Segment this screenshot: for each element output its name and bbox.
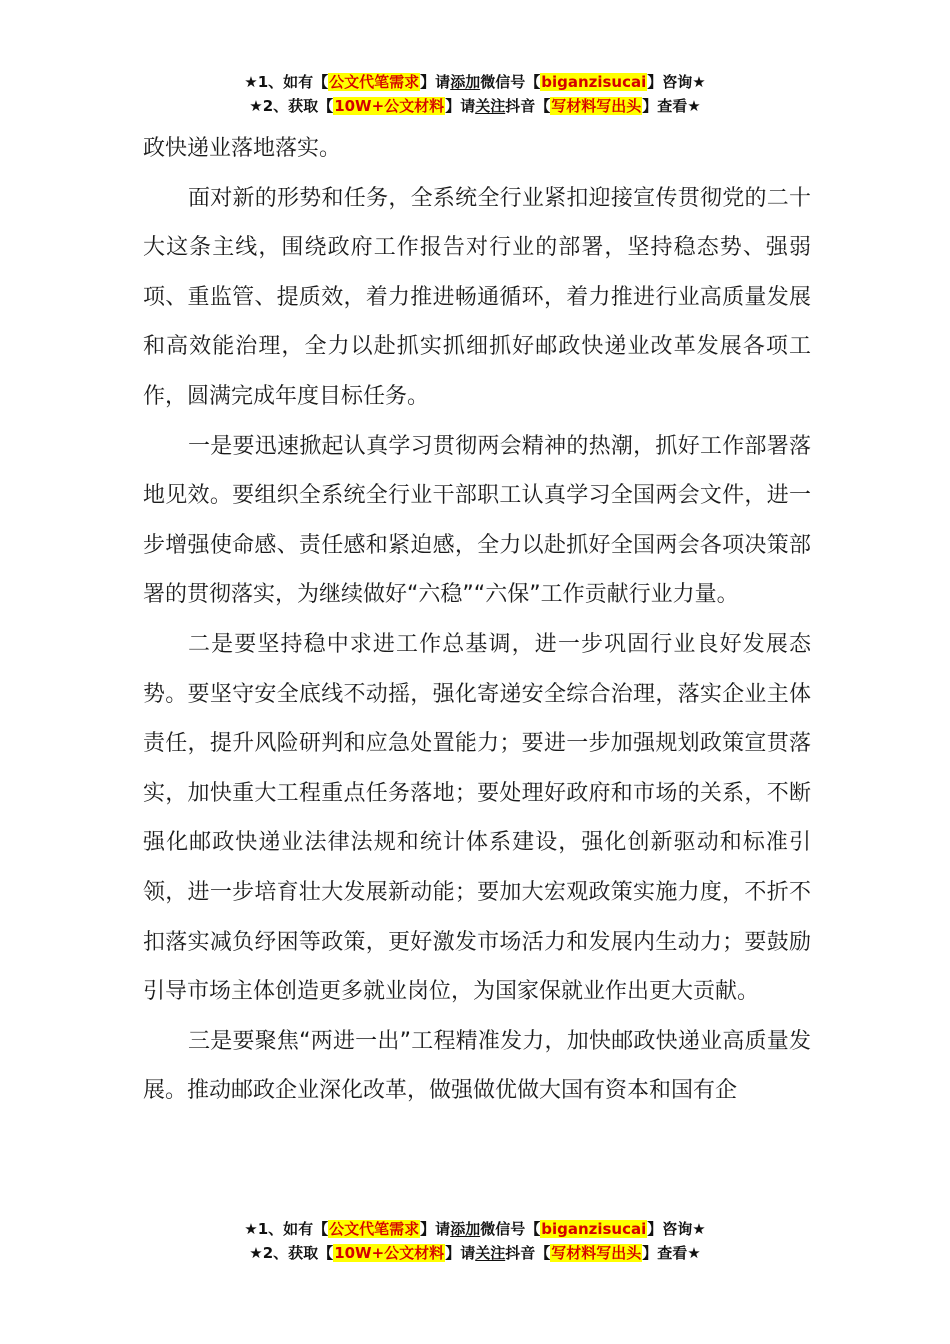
paragraph-point-two: 二是要坚持稳中求进工作总基调，进一步巩固行业良好发展态势。要坚守安全底线不动摇，强化寄递安全综合治理，落实企业主体责任，提升风险研判和应急处置能力；要进一步加强规划政策宣贯落实，加快重大工程重点任务落地；要处理好政府和市场的关系，不断强化邮政快递业法律法规和统计体系建设，强化创新驱动和标准引领，进一步培育壮大发展新动能；要加大宏观政策实施力度，不折不扣落实减负纾困等政策，更好激发市场活力和发展内生动力；要鼓励引导市场主体创造更多就业岗位，为国家保就业作出更大贡献。 — [143, 631, 811, 1005]
header-banner — [0, 70, 950, 118]
paragraph-point-one: 一是要迅速掀起认真学习贯彻两会精神的热潮，抓好工作部署落地见效。要组织全系统全行业干部职工认真学习全国两会文件，进一步增强使命感、责任感和紧迫感，全力以赴抓好全国两会各项决策部署的贯彻落实，为继续做好“六稳”“六保”工作贡献行业力量。 — [143, 433, 811, 608]
paragraph-continuation: 政快递业落地落实。 — [143, 136, 342, 161]
paragraph-point-three: 三是要聚焦“两进一出”工程精准发力，加快邮政快递业高质量发展。推动邮政企业深化改革，做强做优做大国有资本和国有企 — [143, 1028, 811, 1104]
header-line-2: ★2、获取【10W+公文材料】请关注抖音【写材料写出头】查看★ — [249, 97, 701, 115]
underlined-text: 关注 — [475, 97, 506, 115]
douyin-account: 写材料写出头 — [551, 97, 642, 115]
footer-line-1: ★1、如有【公文代笔需求】请添加微信号【biganzisucai】咨询★ — [244, 1220, 706, 1238]
highlight-text: 公文代笔需求 — [329, 1220, 420, 1238]
wechat-id: biganzisucai — [541, 1220, 647, 1238]
highlight-text: 公文代笔需求 — [329, 73, 420, 91]
douyin-account: 写材料写出头 — [551, 1244, 642, 1262]
underlined-text: 添加 — [450, 73, 481, 91]
footer-banner — [0, 1217, 950, 1265]
highlight-text: 10W+公文材料 — [334, 97, 445, 115]
header-line-1: ★1、如有【公文代笔需求】请添加微信号【biganzisucai】咨询★ — [244, 73, 706, 91]
underlined-text: 添加 — [450, 1220, 481, 1238]
highlight-text: 10W+公文材料 — [334, 1244, 445, 1262]
footer-line-2: ★2、获取【10W+公文材料】请关注抖音【写材料写出头】查看★ — [249, 1244, 701, 1262]
document-body — [143, 124, 811, 1116]
underlined-text: 关注 — [475, 1244, 506, 1262]
wechat-id: biganzisucai — [541, 73, 647, 91]
paragraph-intro: 面对新的形势和任务，全系统全行业紧扣迎接宣传贯彻党的二十大这条主线，围绕政府工作报告对行业的部署，坚持稳态势、强弱项、重监管、提质效，着力推进畅通循环，着力推进行业高质量发展和高效能治理，全力以赴抓实抓细抓好邮政快递业改革发展各项工作，圆满完成年度目标任务。 — [143, 185, 811, 409]
